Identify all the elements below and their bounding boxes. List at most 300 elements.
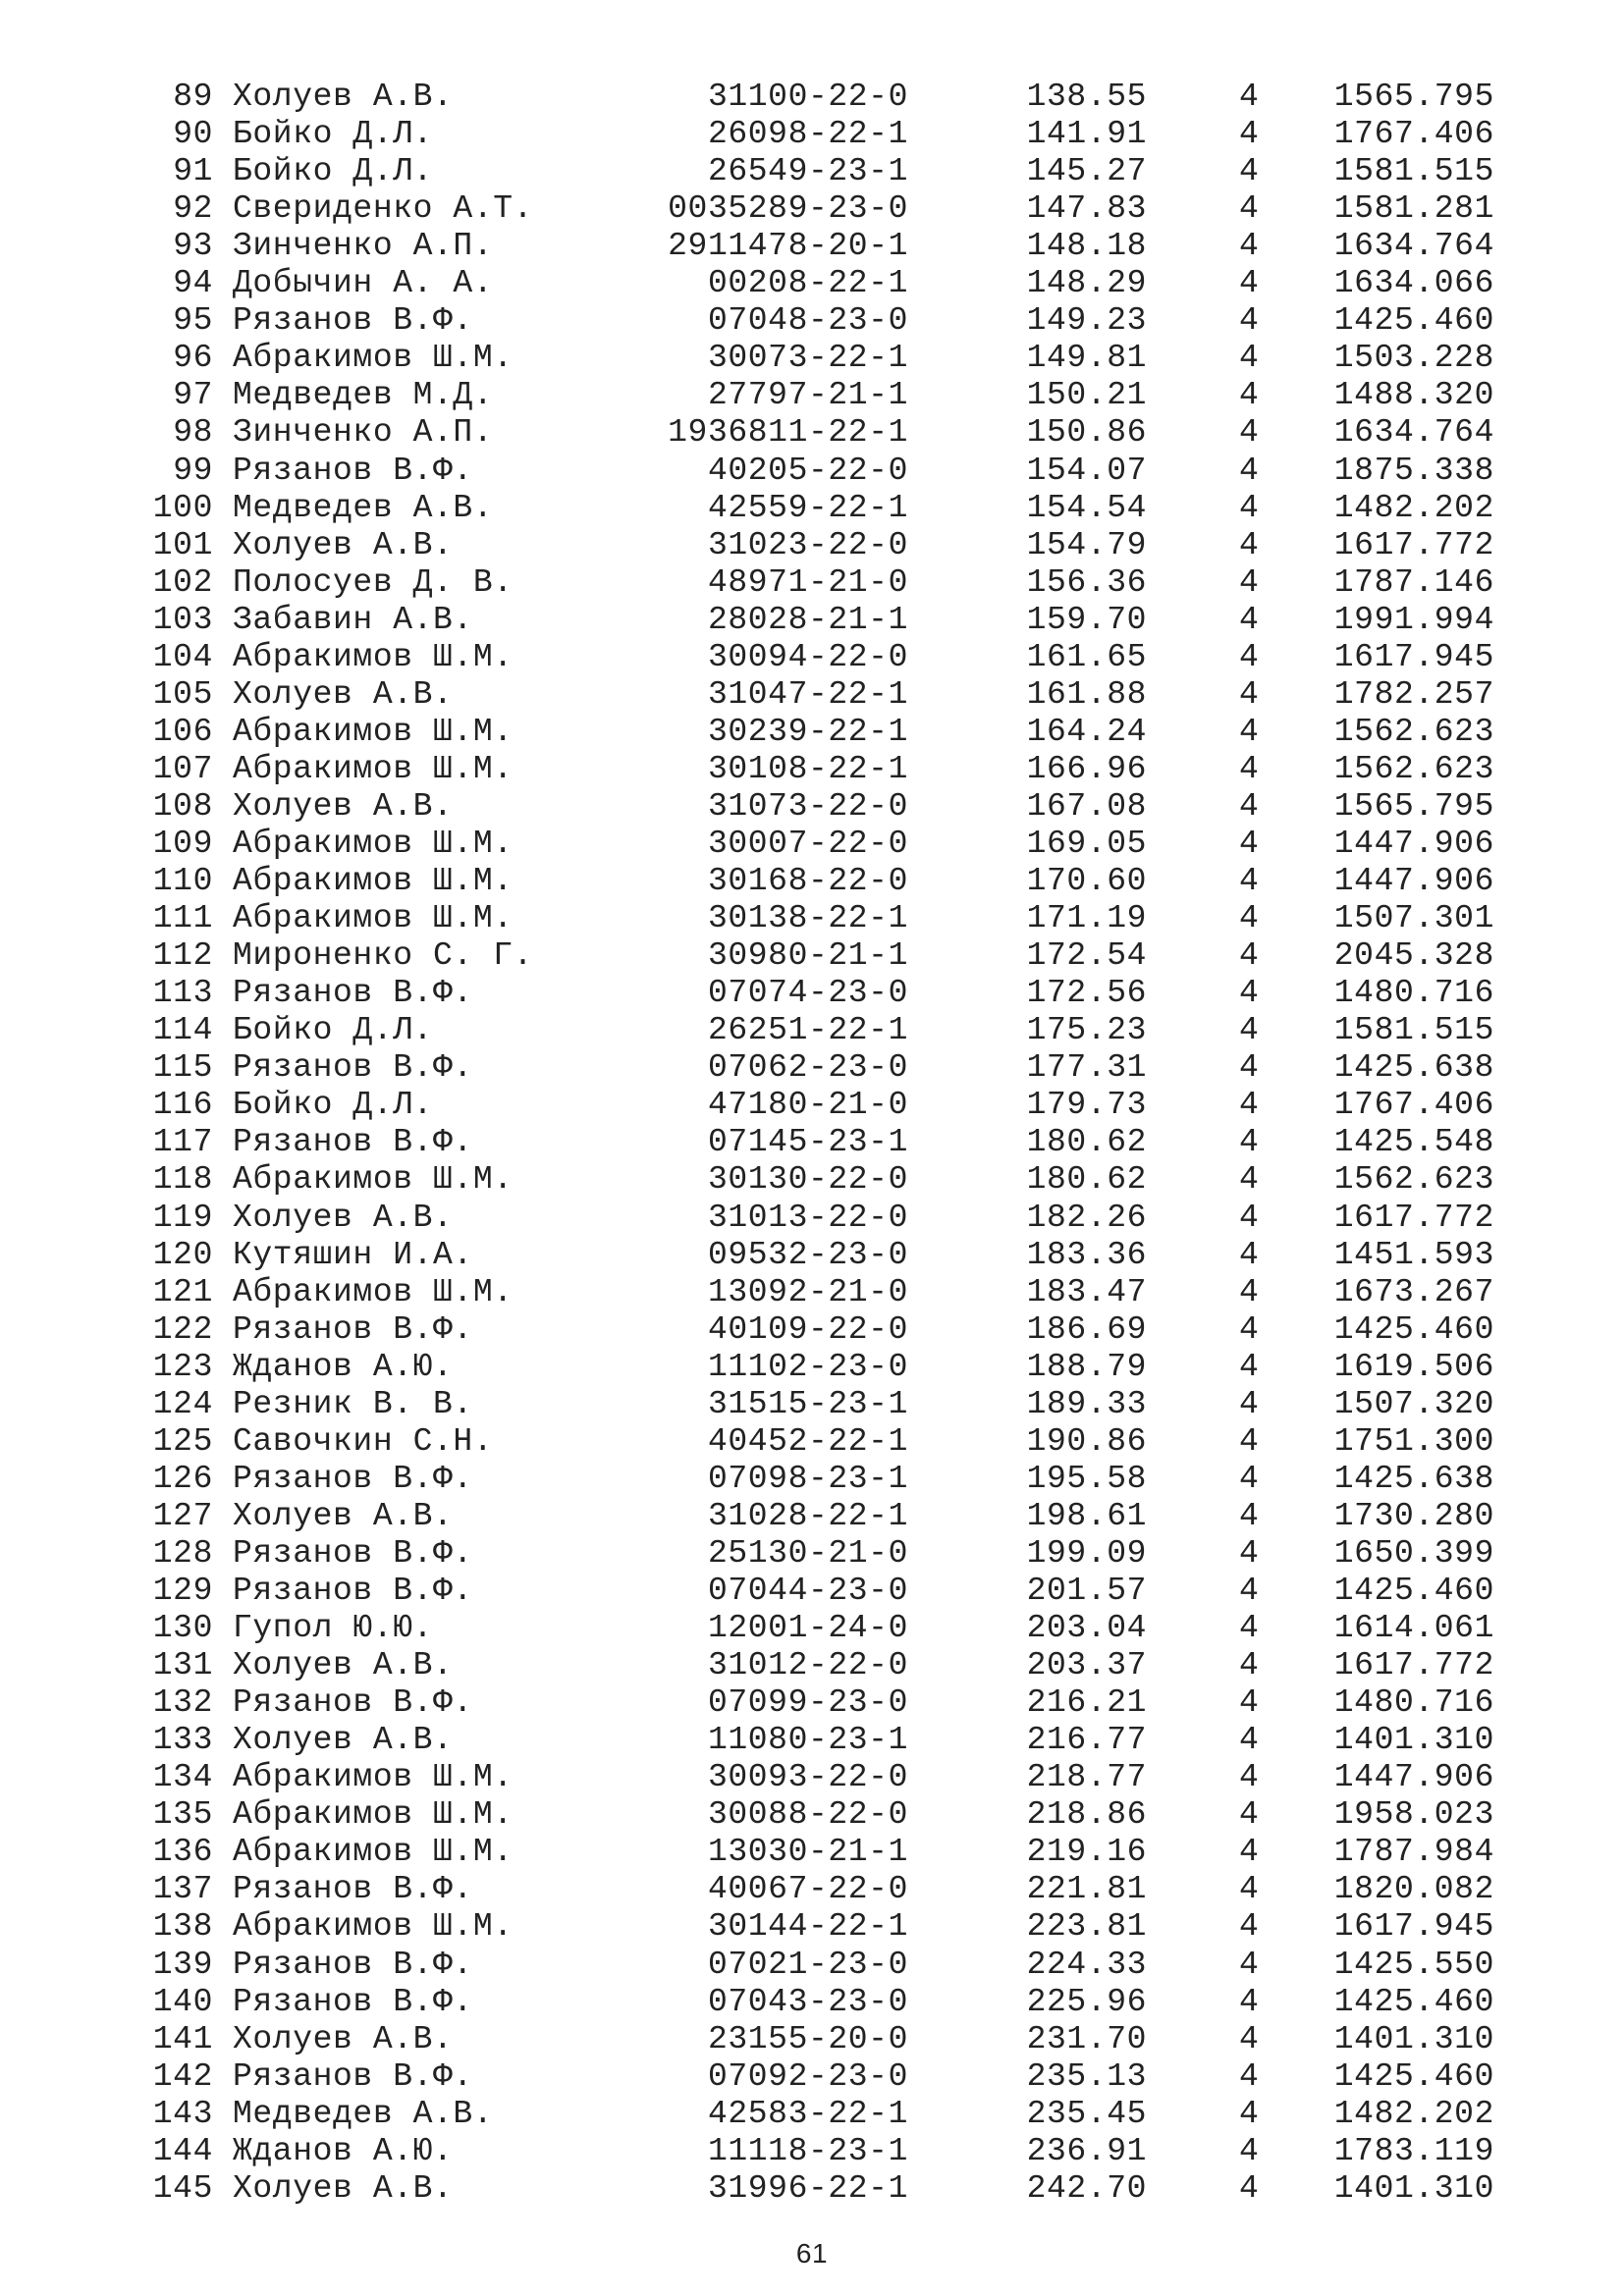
row-number: 92 (173, 190, 213, 228)
total-value: 1425.460 (1333, 1983, 1494, 2020)
row-number: 97 (173, 377, 213, 414)
row-number: 129 (152, 1573, 213, 1609)
item-code: 0035289-23-0 (668, 190, 908, 228)
operator-name: Абракимов Ш.М. (233, 863, 514, 900)
operator-name: Рязанов В.Ф. (233, 1049, 473, 1087)
measured-value: 179.73 (1026, 1087, 1147, 1124)
operator-name: Холуев А.В. (233, 1199, 454, 1236)
total-value: 1634.764 (1333, 414, 1494, 452)
row-number: 98 (173, 414, 213, 452)
row-number: 114 (152, 1012, 213, 1049)
table-row (0, 302, 1624, 340)
table-row (0, 863, 1624, 900)
row-number: 128 (152, 1534, 213, 1572)
measured-value: 195.58 (1026, 1460, 1147, 1497)
operator-name: Холуев А.В. (233, 675, 454, 713)
operator-name: Рязанов В.Ф. (233, 1684, 473, 1722)
table-row (0, 153, 1624, 190)
item-code: 30094-22-0 (707, 638, 908, 675)
table-row (0, 1947, 1624, 1984)
operator-name: Холуев А.В. (233, 2169, 454, 2207)
operator-name: Медведев А.В. (233, 489, 494, 526)
row-number: 118 (152, 1161, 213, 1199)
operator-name: Рязанов В.Ф. (233, 1124, 473, 1161)
count-value: 4 (1239, 1460, 1260, 1497)
measured-value: 141.91 (1026, 116, 1147, 153)
measured-value: 175.23 (1026, 1012, 1147, 1049)
row-number: 123 (152, 1348, 213, 1385)
operator-name: Абракимов Ш.М. (233, 750, 514, 787)
total-value: 1991.994 (1333, 601, 1494, 638)
item-code: 30144-22-1 (707, 1908, 908, 1946)
count-value: 4 (1239, 1497, 1260, 1534)
item-code: 40205-22-0 (707, 452, 908, 489)
count-value: 4 (1239, 601, 1260, 638)
item-code: 26549-23-1 (707, 153, 908, 190)
operator-name: Полосуев Д. В. (233, 563, 514, 601)
row-number: 119 (152, 1199, 213, 1236)
count-value: 4 (1239, 1422, 1260, 1460)
measured-value: 225.96 (1026, 1983, 1147, 2020)
measured-value: 161.65 (1026, 638, 1147, 675)
count-value: 4 (1239, 1871, 1260, 1908)
operator-name: Абракимов Ш.М. (233, 340, 514, 377)
measured-value: 183.47 (1026, 1273, 1147, 1310)
table-row (0, 228, 1624, 265)
count-value: 4 (1239, 1573, 1260, 1609)
item-code: 07021-23-0 (707, 1946, 908, 1983)
item-code: 31073-22-0 (707, 787, 908, 825)
total-value: 1614.061 (1333, 1610, 1494, 1647)
item-code: 07048-23-0 (707, 302, 908, 340)
operator-name: Абракимов Ш.М. (233, 826, 514, 862)
measured-value: 164.24 (1026, 713, 1147, 750)
row-number: 140 (152, 1983, 213, 2020)
table-row (0, 79, 1624, 116)
row-number: 108 (152, 787, 213, 825)
operator-name: Рязанов В.Ф. (233, 975, 473, 1012)
count-value: 4 (1239, 937, 1260, 975)
table-row (0, 453, 1624, 490)
measured-value: 149.81 (1026, 340, 1147, 377)
row-number: 130 (152, 1610, 213, 1647)
total-value: 1617.772 (1333, 1199, 1494, 1236)
total-value: 1507.320 (1333, 1385, 1494, 1422)
table-row (0, 1796, 1624, 1834)
item-code: 1936811-22-1 (668, 414, 908, 452)
item-code: 07145-23-1 (707, 1124, 908, 1161)
count-value: 4 (1239, 1983, 1260, 2020)
measured-value: 219.16 (1026, 1834, 1147, 1871)
total-value: 1634.066 (1333, 265, 1494, 302)
count-value: 4 (1239, 900, 1260, 937)
operator-name: Свериденко А.Т. (233, 190, 534, 228)
count-value: 4 (1239, 1946, 1260, 1983)
measured-value: 154.79 (1026, 526, 1147, 563)
operator-name: Рязанов В.Ф. (233, 1871, 473, 1908)
measured-value: 169.05 (1026, 826, 1147, 862)
operator-name: Рязанов В.Ф. (233, 1946, 473, 1983)
row-number: 113 (152, 975, 213, 1012)
measured-value: 161.88 (1026, 675, 1147, 713)
operator-name: Рязанов В.Ф. (233, 1573, 473, 1609)
count-value: 4 (1239, 563, 1260, 601)
operator-name: Рязанов В.Ф. (233, 452, 473, 489)
table-row (0, 1274, 1624, 1311)
operator-name: Бойко Д.Л. (233, 1012, 434, 1049)
measured-value: 231.70 (1026, 2020, 1147, 2057)
count-value: 4 (1239, 2132, 1260, 2169)
measured-value: 188.79 (1026, 1348, 1147, 1385)
row-number: 121 (152, 1273, 213, 1310)
count-value: 4 (1239, 1199, 1260, 1236)
row-number: 89 (173, 79, 213, 115)
total-value: 1425.460 (1333, 1573, 1494, 1609)
measured-value: 224.33 (1026, 1946, 1147, 1983)
table-row (0, 714, 1624, 751)
measured-value: 218.86 (1026, 1796, 1147, 1834)
item-code: 30239-22-1 (707, 713, 908, 750)
table-row (0, 1684, 1624, 1722)
operator-name: Рязанов В.Ф. (233, 1534, 473, 1572)
table-row (0, 826, 1624, 863)
total-value: 1782.257 (1333, 675, 1494, 713)
total-value: 1767.406 (1333, 116, 1494, 153)
count-value: 4 (1239, 79, 1260, 115)
measured-value: 147.83 (1026, 190, 1147, 228)
operator-name: Рязанов В.Ф. (233, 302, 473, 340)
item-code: 13030-21-1 (707, 1834, 908, 1871)
table-row (0, 1610, 1624, 1647)
row-number: 90 (173, 116, 213, 153)
row-number: 107 (152, 750, 213, 787)
table-row (0, 937, 1624, 975)
operator-name: Рязанов В.Ф. (233, 2057, 473, 2095)
table-row (0, 414, 1624, 452)
table-row (0, 2170, 1624, 2208)
item-code: 31013-22-0 (707, 1199, 908, 1236)
row-number: 141 (152, 2020, 213, 2057)
row-number: 125 (152, 1422, 213, 1460)
operator-name: Абракимов Ш.М. (233, 713, 514, 750)
table-row (0, 1161, 1624, 1199)
count-value: 4 (1239, 2169, 1260, 2207)
row-number: 110 (152, 863, 213, 900)
row-number: 143 (152, 2095, 213, 2132)
table-row (0, 2021, 1624, 2058)
count-value: 4 (1239, 826, 1260, 862)
table-row (0, 1200, 1624, 1237)
total-value: 1425.460 (1333, 1310, 1494, 1348)
measured-value: 182.26 (1026, 1199, 1147, 1236)
item-code: 07043-23-0 (707, 1983, 908, 2020)
total-value: 1401.310 (1333, 2169, 1494, 2207)
item-code: 26251-22-1 (707, 1012, 908, 1049)
total-value: 1767.406 (1333, 1087, 1494, 1124)
table-row (0, 639, 1624, 676)
measured-value: 150.21 (1026, 377, 1147, 414)
table-row (0, 1311, 1624, 1349)
operator-name: Мироненко С. Г. (233, 937, 534, 975)
operator-name: Абракимов Ш.М. (233, 1834, 514, 1871)
item-code: 48971-21-0 (707, 563, 908, 601)
row-number: 137 (152, 1871, 213, 1908)
count-value: 4 (1239, 787, 1260, 825)
operator-name: Гупол Ю.Ю. (233, 1610, 434, 1647)
operator-name: Добычин А. А. (233, 265, 494, 302)
item-code: 09532-23-0 (707, 1236, 908, 1273)
row-number: 131 (152, 1647, 213, 1684)
item-code: 31012-22-0 (707, 1647, 908, 1684)
measured-value: 218.77 (1026, 1759, 1147, 1796)
total-value: 1634.764 (1333, 228, 1494, 265)
row-number: 132 (152, 1684, 213, 1722)
operator-name: Холуев А.В. (233, 1722, 454, 1759)
total-value: 1447.906 (1333, 826, 1494, 862)
item-code: 23155-20-0 (707, 2020, 908, 2057)
item-code: 26098-22-1 (707, 116, 908, 153)
count-value: 4 (1239, 638, 1260, 675)
count-value: 4 (1239, 2020, 1260, 2057)
table-row (0, 1087, 1624, 1124)
item-code: 40452-22-1 (707, 1422, 908, 1460)
item-code: 40067-22-0 (707, 1871, 908, 1908)
table-row (0, 1908, 1624, 1946)
item-code: 30138-22-1 (707, 900, 908, 937)
measured-value: 180.62 (1026, 1161, 1147, 1199)
measured-value: 172.56 (1026, 975, 1147, 1012)
operator-name: Абракимов Ш.М. (233, 900, 514, 937)
measured-value: 148.29 (1026, 265, 1147, 302)
table-row (0, 1834, 1624, 1871)
count-value: 4 (1239, 1722, 1260, 1759)
item-code: 31023-22-0 (707, 526, 908, 563)
table-row (0, 1124, 1624, 1161)
count-value: 4 (1239, 452, 1260, 489)
operator-name: Абракимов Ш.М. (233, 1273, 514, 1310)
measured-value: 235.45 (1026, 2095, 1147, 2132)
measured-value: 223.81 (1026, 1908, 1147, 1946)
measured-value: 159.70 (1026, 601, 1147, 638)
item-code: 47180-21-0 (707, 1087, 908, 1124)
measured-value: 149.23 (1026, 302, 1147, 340)
total-value: 1482.202 (1333, 2095, 1494, 2132)
operator-name: Медведев М.Д. (233, 377, 494, 414)
total-value: 1617.945 (1333, 638, 1494, 675)
count-value: 4 (1239, 1759, 1260, 1796)
table-row (0, 1722, 1624, 1759)
total-value: 1751.300 (1333, 1422, 1494, 1460)
table-row (0, 1647, 1624, 1684)
row-number: 133 (152, 1722, 213, 1759)
item-code: 11080-23-1 (707, 1722, 908, 1759)
measured-value: 216.77 (1026, 1722, 1147, 1759)
row-number: 101 (152, 526, 213, 563)
operator-name: Бойко Д.Л. (233, 116, 434, 153)
row-number: 105 (152, 675, 213, 713)
operator-name: Бойко Д.Л. (233, 153, 434, 190)
table-row (0, 1237, 1624, 1274)
row-number: 91 (173, 153, 213, 190)
measured-value: 180.62 (1026, 1124, 1147, 1161)
table-row (0, 340, 1624, 377)
table-row (0, 751, 1624, 788)
total-value: 1565.795 (1333, 79, 1494, 115)
total-value: 1488.320 (1333, 377, 1494, 414)
operator-name: Резник В. В. (233, 1385, 473, 1422)
item-code: 07099-23-0 (707, 1684, 908, 1722)
measured-value: 186.69 (1026, 1310, 1147, 1348)
operator-name: Холуев А.В. (233, 2020, 454, 2057)
table-row (0, 2058, 1624, 2096)
table-row (0, 1573, 1624, 1610)
total-value: 1565.795 (1333, 787, 1494, 825)
measured-value: 235.13 (1026, 2057, 1147, 2095)
count-value: 4 (1239, 1610, 1260, 1647)
item-code: 12001-24-0 (707, 1610, 908, 1647)
operator-name: Жданов А.Ю. (233, 1348, 454, 1385)
operator-name: Абракимов Ш.М. (233, 1796, 514, 1834)
count-value: 4 (1239, 975, 1260, 1012)
row-number: 112 (152, 937, 213, 975)
total-value: 1503.228 (1333, 340, 1494, 377)
row-number: 109 (152, 826, 213, 862)
count-value: 4 (1239, 2057, 1260, 2095)
total-value: 1787.146 (1333, 563, 1494, 601)
row-number: 103 (152, 601, 213, 638)
table-row (0, 377, 1624, 414)
count-value: 4 (1239, 1087, 1260, 1124)
count-value: 4 (1239, 1385, 1260, 1422)
measured-value: 148.18 (1026, 228, 1147, 265)
measured-value: 167.08 (1026, 787, 1147, 825)
measured-value: 177.31 (1026, 1049, 1147, 1087)
item-code: 27797-21-1 (707, 377, 908, 414)
table-row (0, 1535, 1624, 1573)
table-row (0, 1984, 1624, 2021)
row-number: 142 (152, 2057, 213, 2095)
item-code: 42583-22-1 (707, 2095, 908, 2132)
total-value: 1425.638 (1333, 1460, 1494, 1497)
total-value: 1451.593 (1333, 1236, 1494, 1273)
total-value: 1562.623 (1333, 713, 1494, 750)
row-number: 95 (173, 302, 213, 340)
total-value: 1447.906 (1333, 863, 1494, 900)
total-value: 1562.623 (1333, 750, 1494, 787)
measured-value: 154.54 (1026, 489, 1147, 526)
total-value: 1650.399 (1333, 1534, 1494, 1572)
table-row (0, 1386, 1624, 1423)
row-number: 126 (152, 1460, 213, 1497)
row-number: 144 (152, 2132, 213, 2169)
operator-name: Забавин А.В. (233, 601, 473, 638)
item-code: 07074-23-0 (707, 975, 908, 1012)
measured-value: 150.86 (1026, 414, 1147, 452)
operator-name: Абракимов Ш.М. (233, 1161, 514, 1199)
count-value: 4 (1239, 116, 1260, 153)
measured-value: 199.09 (1026, 1534, 1147, 1572)
row-number: 124 (152, 1385, 213, 1422)
total-value: 1401.310 (1333, 1722, 1494, 1759)
measured-value: 198.61 (1026, 1497, 1147, 1534)
total-value: 2045.328 (1333, 937, 1494, 975)
count-value: 4 (1239, 1124, 1260, 1161)
count-value: 4 (1239, 1012, 1260, 1049)
item-code: 31100-22-0 (707, 79, 908, 115)
item-code: 07062-23-0 (707, 1049, 908, 1087)
measured-value: 221.81 (1026, 1871, 1147, 1908)
total-value: 1617.772 (1333, 1647, 1494, 1684)
operator-name: Холуев А.В. (233, 1497, 454, 1534)
total-value: 1562.623 (1333, 1161, 1494, 1199)
total-value: 1820.082 (1333, 1871, 1494, 1908)
operator-name: Жданов А.Ю. (233, 2132, 454, 2169)
table-row (0, 1349, 1624, 1386)
count-value: 4 (1239, 1310, 1260, 1348)
item-code: 28028-21-1 (707, 601, 908, 638)
table-row (0, 190, 1624, 228)
total-value: 1581.515 (1333, 1012, 1494, 1049)
item-code: 11118-23-1 (707, 2132, 908, 2169)
count-value: 4 (1239, 863, 1260, 900)
count-value: 4 (1239, 713, 1260, 750)
total-value: 1480.716 (1333, 975, 1494, 1012)
item-code: 13092-21-0 (707, 1273, 908, 1310)
table-row (0, 1049, 1624, 1087)
measured-value: 156.36 (1026, 563, 1147, 601)
row-number: 120 (152, 1236, 213, 1273)
count-value: 4 (1239, 489, 1260, 526)
table-row (0, 116, 1624, 153)
operator-name: Зинченко А.П. (233, 228, 494, 265)
row-number: 100 (152, 489, 213, 526)
row-number: 134 (152, 1759, 213, 1796)
count-value: 4 (1239, 190, 1260, 228)
table-row (0, 788, 1624, 826)
operator-name: Холуев А.В. (233, 79, 454, 115)
measured-value: 203.37 (1026, 1647, 1147, 1684)
table-row (0, 265, 1624, 302)
measured-value: 203.04 (1026, 1610, 1147, 1647)
measured-value: 171.19 (1026, 900, 1147, 937)
row-number: 93 (173, 228, 213, 265)
count-value: 4 (1239, 1834, 1260, 1871)
row-number: 116 (152, 1087, 213, 1124)
count-value: 4 (1239, 1236, 1260, 1273)
table-row (0, 676, 1624, 714)
count-value: 4 (1239, 1908, 1260, 1946)
count-value: 4 (1239, 153, 1260, 190)
count-value: 4 (1239, 265, 1260, 302)
operator-name: Савочкин С.Н. (233, 1422, 494, 1460)
row-number: 127 (152, 1497, 213, 1534)
row-number: 111 (152, 900, 213, 937)
table-row (0, 1423, 1624, 1461)
total-value: 1425.550 (1333, 1946, 1494, 1983)
measured-value: 170.60 (1026, 863, 1147, 900)
count-value: 4 (1239, 1348, 1260, 1385)
item-code: 30093-22-0 (707, 1759, 908, 1796)
table-row (0, 602, 1624, 639)
total-value: 1581.515 (1333, 153, 1494, 190)
count-value: 4 (1239, 526, 1260, 563)
total-value: 1617.945 (1333, 1908, 1494, 1946)
row-number: 96 (173, 340, 213, 377)
measured-value: 236.91 (1026, 2132, 1147, 2169)
count-value: 4 (1239, 675, 1260, 713)
measured-value: 166.96 (1026, 750, 1147, 787)
row-number: 145 (152, 2169, 213, 2207)
